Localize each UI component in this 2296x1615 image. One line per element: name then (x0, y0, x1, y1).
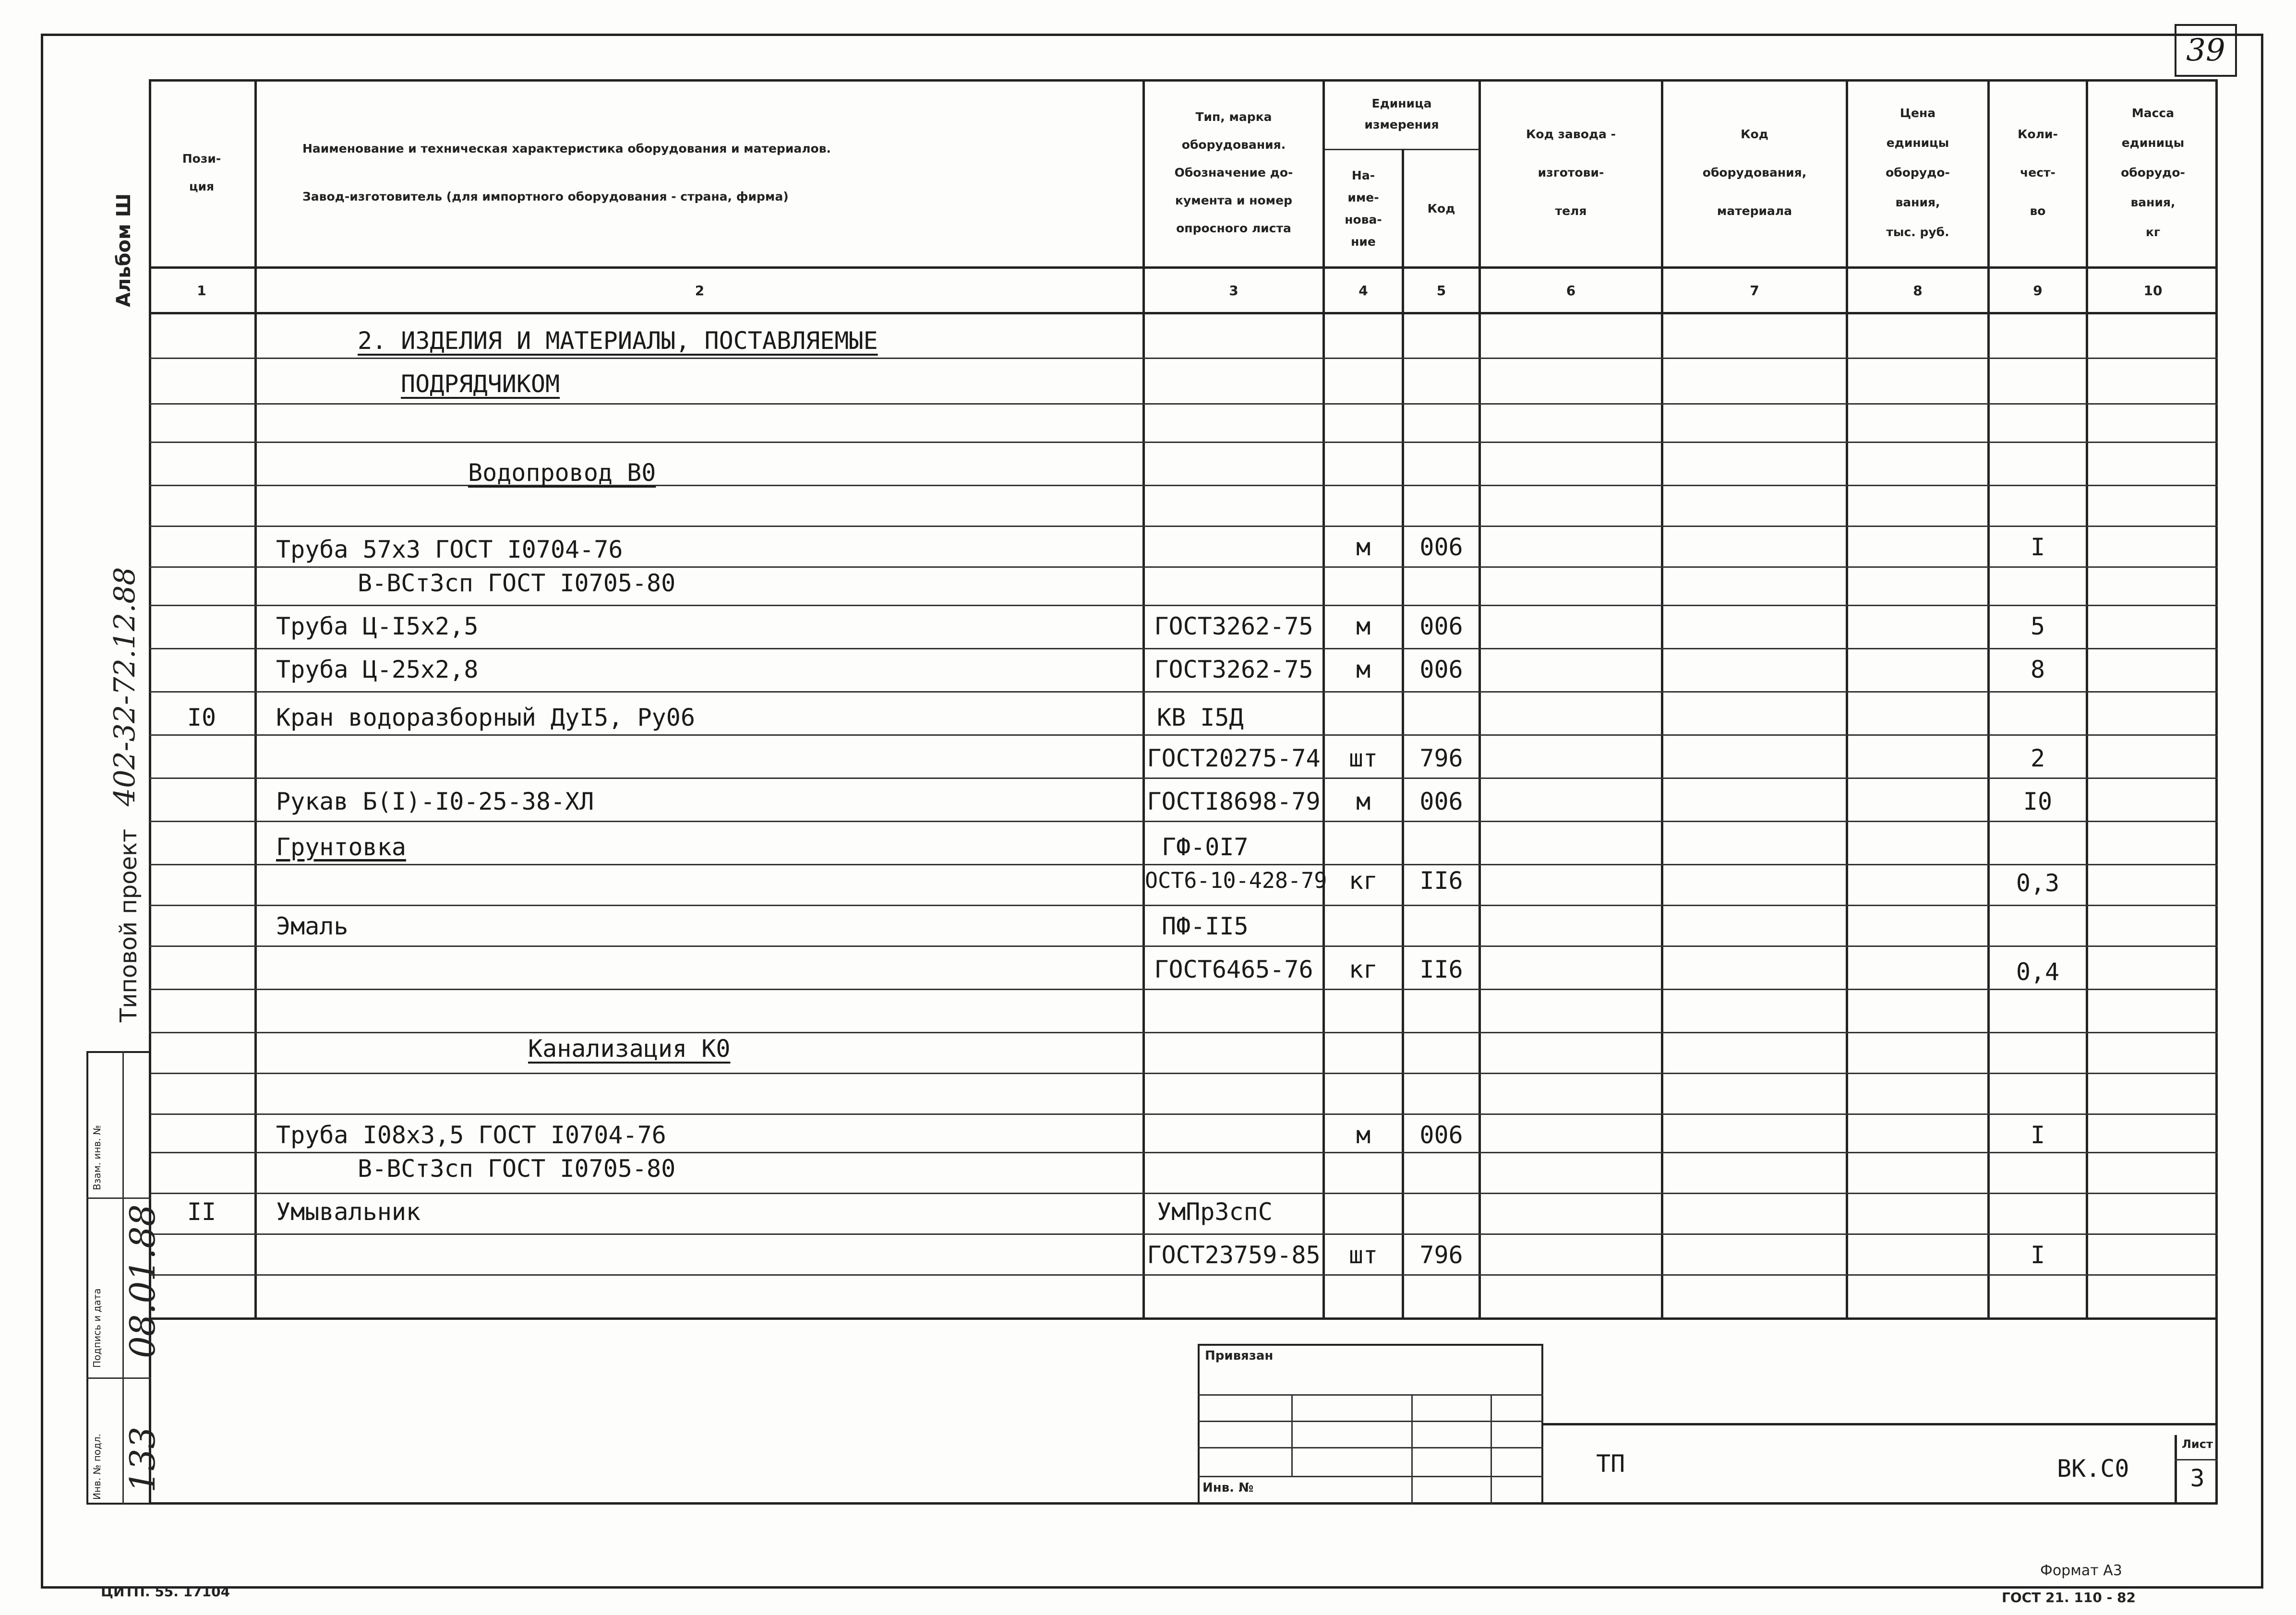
row-line (149, 864, 2218, 865)
row-6-unit: м (1356, 788, 1371, 815)
row-line (149, 734, 2218, 736)
row-0-qty: I (2030, 533, 2045, 561)
row-line (149, 989, 2218, 990)
row-5-type: ГОСТ20275-74 (1147, 744, 1321, 772)
row-6-type: ГОСТI8698-79 (1147, 788, 1321, 815)
row-line (149, 605, 2218, 606)
approval-stamp-line (86, 1377, 151, 1379)
row-0-name: Труба 57х3 ГОСТ I0704-76 (276, 536, 623, 563)
row-9-name: Эмаль (276, 912, 349, 940)
row-9-type: ПФ-II5 (1162, 912, 1249, 940)
row-10-unit: кг (1348, 956, 1378, 983)
row-line (149, 905, 2218, 906)
col-number-8: 8 (1913, 282, 1923, 299)
header-quantity: Коли- чест- во (2018, 127, 2058, 218)
row-line (149, 778, 2218, 779)
row-5-code: 796 (1419, 744, 1463, 772)
unit-subheader-line (1322, 149, 1479, 150)
stamp-label-original-inv: Инв. № подл. (91, 1434, 103, 1500)
row-line (149, 403, 2218, 405)
section-title: 2. ИЗДЕЛИЯ И МАТЕРИАЛЫ, ПОСТАВЛЯЕМЫЕ (358, 327, 878, 355)
row-8-unit: кг (1348, 867, 1378, 895)
row-line (149, 648, 2218, 649)
stamp-tp: ТП (1596, 1450, 1625, 1478)
row-14-type: ГОСТ23759-85 (1147, 1241, 1321, 1269)
row-line (149, 1274, 2218, 1276)
row-line (149, 358, 2218, 359)
header-plant-code: Код завода - изготови- теля (1526, 127, 1616, 218)
sheet-label: Лист (2182, 1437, 2213, 1451)
row-0-code: 006 (1419, 533, 1463, 561)
row-2-qty: 5 (2030, 612, 2045, 640)
header-type: Тип, марка оборудования. Обозначение до- кумента и номер опросного листа (1174, 110, 1293, 235)
header-unit: Единица измерения (1364, 96, 1439, 132)
section-title-continued: ПОДРЯДЧИКОМ (401, 370, 560, 398)
header-unit-name: На- име- нова- ние (1345, 168, 1382, 249)
row-6-code: 006 (1419, 788, 1463, 815)
header-equipment-code: Код оборудования, материала (1702, 127, 1807, 218)
row-10-qty: 0,4 (2016, 958, 2060, 986)
stamp-line (1491, 1394, 1492, 1505)
row-7-type: ГФ-0I7 (1162, 833, 1249, 861)
project-label: Типовой проект (115, 828, 142, 1022)
title-block-top-line (1543, 1423, 2218, 1425)
row-3-qty: 8 (2030, 656, 2045, 683)
row-4-pos: I0 (187, 704, 216, 731)
row-3-code: 006 (1419, 656, 1463, 683)
album-label: Альбом Ш (113, 193, 135, 307)
col-number-1: 1 (197, 282, 206, 299)
col-number-4: 4 (1358, 282, 1368, 299)
row-line (149, 1233, 2218, 1235)
stamp-line (1411, 1394, 1413, 1505)
row-0-unit: м (1356, 533, 1371, 561)
row-11-name: Труба I08х3,5 ГОСТ I0704-76 (276, 1121, 666, 1149)
row-5-unit: шт (1348, 744, 1378, 772)
row-13-type: УмПр3спС (1157, 1198, 1273, 1226)
row-8-code: II6 (1419, 867, 1463, 895)
row-line (149, 1193, 2218, 1194)
subsection-water-supply: Водопровод В0 (468, 459, 656, 487)
row-2-unit: м (1356, 612, 1371, 640)
col-number-2: 2 (695, 282, 705, 299)
number-row-bottom-line (149, 312, 2218, 314)
row-line (149, 1152, 2218, 1153)
header-position: Пози- ция (182, 152, 221, 193)
row-2-name: Труба Ц-I5х2,5 (276, 612, 479, 640)
row-13-name: Умывальник (276, 1198, 421, 1226)
row-line (149, 566, 2218, 568)
row-8-qty: 0,3 (2016, 869, 2060, 897)
table-body-bottom-line (149, 1317, 2218, 1320)
sheet-number: 3 (2190, 1464, 2205, 1492)
inventory-number-label: Инв. № (1202, 1481, 1254, 1495)
handwritten-date: 08.01.88 (122, 1204, 163, 1358)
col-number-6: 6 (1566, 282, 1576, 299)
row-11-qty: I (2030, 1121, 2045, 1149)
row-2-code: 006 (1419, 612, 1463, 640)
row-11-code: 006 (1419, 1121, 1463, 1149)
row-6-name: Рукав Б(I)-I0-25-38-ХЛ (276, 788, 594, 815)
stamp-label-replaced-inv: Взам. инв. № (91, 1125, 103, 1190)
handwritten-inventory: 133 (122, 1426, 163, 1493)
row-3-name: Труба Ц-25х2,8 (276, 656, 479, 683)
stamp-label-signature-date: Подпись и дата (91, 1288, 103, 1368)
attachment-label: Привязан (1205, 1349, 1274, 1363)
row-6-qty: I0 (2023, 788, 2053, 815)
col-number-3: 3 (1229, 282, 1238, 299)
header-mass: Масса единицы оборудо- вания, кг (2121, 106, 2185, 239)
row-4-type: КВ I5Д (1157, 704, 1244, 731)
page-number: 39 (2186, 33, 2225, 68)
footer-left: ЦИТП. 55. 17104 (101, 1584, 230, 1600)
row-8-type: ОСТ6-10-428-79 (1145, 868, 1327, 893)
subsection-sewerage: Канализация К0 (528, 1035, 731, 1063)
approval-stamp-line (86, 1197, 151, 1199)
stamp-doc-code: ВК.С0 (2057, 1455, 2129, 1483)
row-2-type: ГОСТ3262-75 (1154, 612, 1313, 640)
row-4-name: Кран водоразборный ДуI5, Ру06 (276, 704, 695, 731)
stamp-line (1291, 1394, 1293, 1476)
row-line (149, 1073, 2218, 1074)
format-label: Формат А3 (2040, 1562, 2122, 1579)
row-14-code: 796 (1419, 1241, 1463, 1269)
col-number-10: 10 (2143, 282, 2163, 299)
row-14-qty: I (2030, 1241, 2045, 1269)
row-12-name: В-ВСт3сп ГОСТ I0705-80 (358, 1155, 676, 1183)
row-14-unit: шт (1348, 1241, 1378, 1269)
row-3-type: ГОСТ3262-75 (1154, 656, 1313, 683)
row-line (149, 1113, 2218, 1115)
sheet-box-line (2175, 1459, 2218, 1460)
row-11-unit: м (1356, 1121, 1371, 1149)
row-line (149, 945, 2218, 947)
row-13-pos: II (187, 1198, 216, 1226)
row-1-name: В-ВСт3сп ГОСТ I0705-80 (358, 569, 676, 597)
row-line (149, 442, 2218, 443)
row-line (149, 821, 2218, 822)
row-10-type: ГОСТ6465-76 (1154, 956, 1313, 983)
header-name: Наименование и техническая характеристика оборудования и материалов. Завод-изготовитель (для импортного оборудования - страна, фирма) (302, 142, 831, 203)
col-number-5: 5 (1436, 282, 1446, 299)
row-10-code: II6 (1419, 956, 1463, 983)
row-line (149, 691, 2218, 693)
row-line (149, 526, 2218, 527)
row-7-name: Грунтовка (276, 833, 406, 861)
footer-right: ГОСТ 21. 110 - 82 (2002, 1590, 2136, 1605)
header-price: Цена единицы оборудо- вания, тыс. руб. (1886, 106, 1950, 239)
row-line (149, 1032, 2218, 1033)
row-3-unit: м (1356, 656, 1371, 683)
col-number-7: 7 (1750, 282, 1759, 299)
row-5-qty: 2 (2030, 744, 2045, 772)
header-unit-code: Код (1427, 202, 1455, 215)
row-line (149, 485, 2218, 486)
project-code: 402-32-72.12.88 (108, 567, 142, 806)
col-number-9: 9 (2033, 282, 2043, 299)
